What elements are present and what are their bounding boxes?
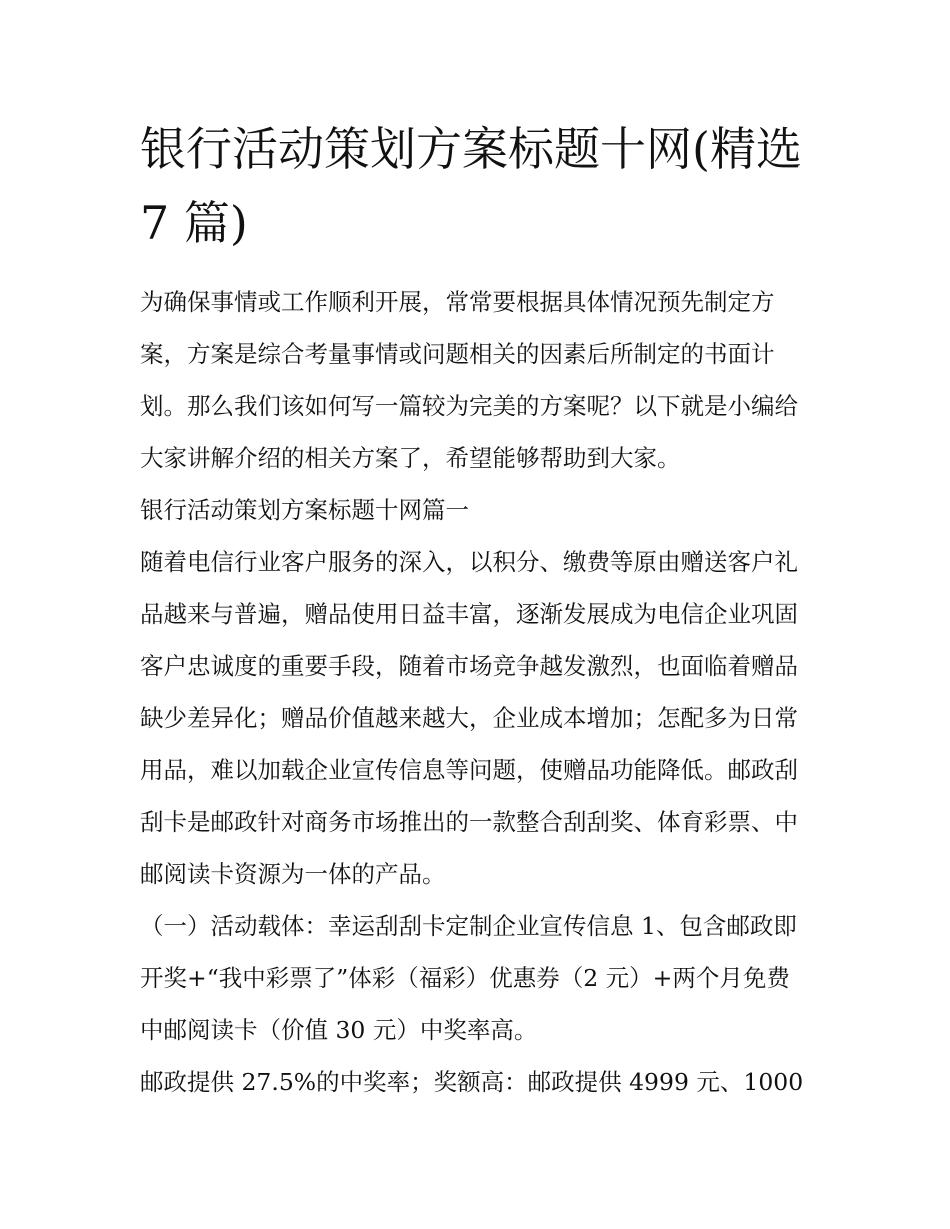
- section-heading: 银行活动策划方案标题十网篇一: [140, 496, 469, 524]
- body-paragraph: （一）活动载体：幸运刮刮卡定制企业宣传信息 1、包含邮政即开奖+“我中彩票了”体彩（福彩）优惠券（2 元）+两个月免费中邮阅读卡（价值 30 元）中奖率高。: [140, 912, 797, 1044]
- document-title: 银行活动策划方案标题十网(精选 7 篇): [140, 122, 802, 250]
- document-page: [140, 112, 812, 1108]
- body-paragraph: 随着电信行业客户服务的深入，以积分、缴费等原由赠送客户礼品越来与普遍，赠品使用日益丰富，逐渐发展成为电信企业巩固客户忠诚度的重要手段，随着市场竞争越发激烈，也面临着赠品缺少差异化；赠品价值越来越大，企业成本增加；怎配多为日常用品，难以加载企业宣传信息等问题，使赠品功能降低。邮政刮刮卡是邮政针对商务市场推出的一款整合刮刮奖、体育彩票、中邮阅读卡资源为一体的产品。: [140, 548, 798, 888]
- body-paragraph: 邮政提供 27.5%的中奖率；奖额高：邮政提供 4999 元、1000: [140, 1068, 804, 1096]
- intro-paragraph: 为确保事情或工作顺利开展，常常要根据具体情况预先制定方案，方案是综合考量事情或问题相关的因素后所制定的书面计划。那么我们该如何写一篇较为完美的方案呢？以下就是小编给大家讲解介绍的相关方案了，希望能够帮助到大家。: [140, 288, 798, 472]
